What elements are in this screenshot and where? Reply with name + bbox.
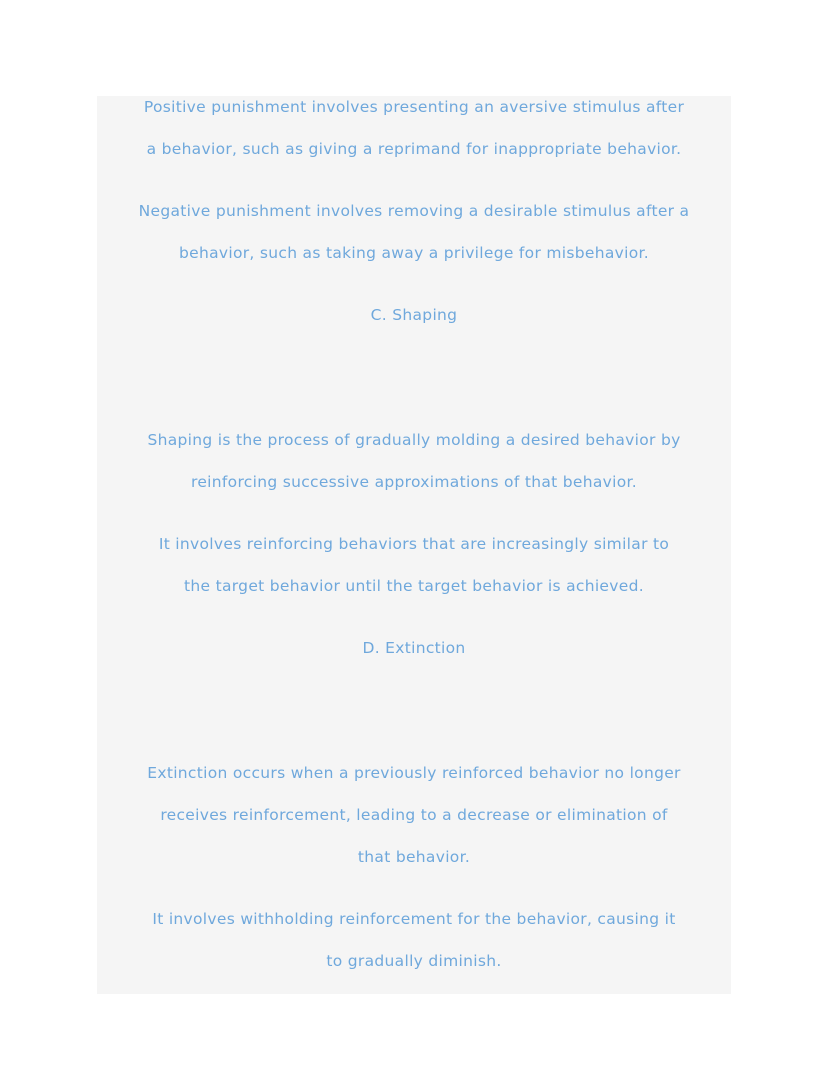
text-line: the target behavior until the target behavior is achieved. — [184, 577, 644, 595]
text-line: a behavior, such as giving a reprimand for inappropriate behavior. — [146, 140, 682, 158]
text-line: Shaping is the process of gradually molding a desired behavior by — [147, 431, 681, 449]
text-line: reinforcing successive approximations of that behavior. — [191, 473, 637, 491]
heading-extinction — [97, 627, 731, 669]
paragraph-extinction-definition — [97, 752, 731, 878]
paragraph-shaping-detail — [97, 523, 731, 607]
paragraph-shaping-definition — [97, 419, 731, 503]
text-line: Positive punishment involves presenting an aversive stimulus after — [143, 98, 685, 116]
text-line: It involves withholding reinforcement for the behavior, causing it — [152, 910, 676, 928]
text-line: It involves reinforcing behaviors that are increasingly similar to — [158, 535, 670, 553]
document-content — [97, 96, 731, 994]
text-line: Extinction occurs when a previously reinforced behavior no longer — [147, 764, 681, 782]
heading-text: C. Shaping — [370, 306, 458, 324]
text-line: that behavior. — [357, 848, 471, 866]
paragraph-negative-punishment — [97, 190, 731, 274]
paragraph-extinction-detail — [97, 898, 731, 982]
heading-text: D. Extinction — [362, 639, 466, 657]
paragraph-positive-punishment — [97, 86, 731, 170]
text-line: behavior, such as taking away a privilege for misbehavior. — [178, 244, 649, 262]
heading-shaping — [97, 294, 731, 336]
text-line: receives reinforcement, leading to a decrease or elimination of — [160, 806, 668, 824]
text-line: Negative punishment involves removing a desirable stimulus after a — [138, 202, 690, 220]
text-line: to gradually diminish. — [326, 952, 502, 970]
